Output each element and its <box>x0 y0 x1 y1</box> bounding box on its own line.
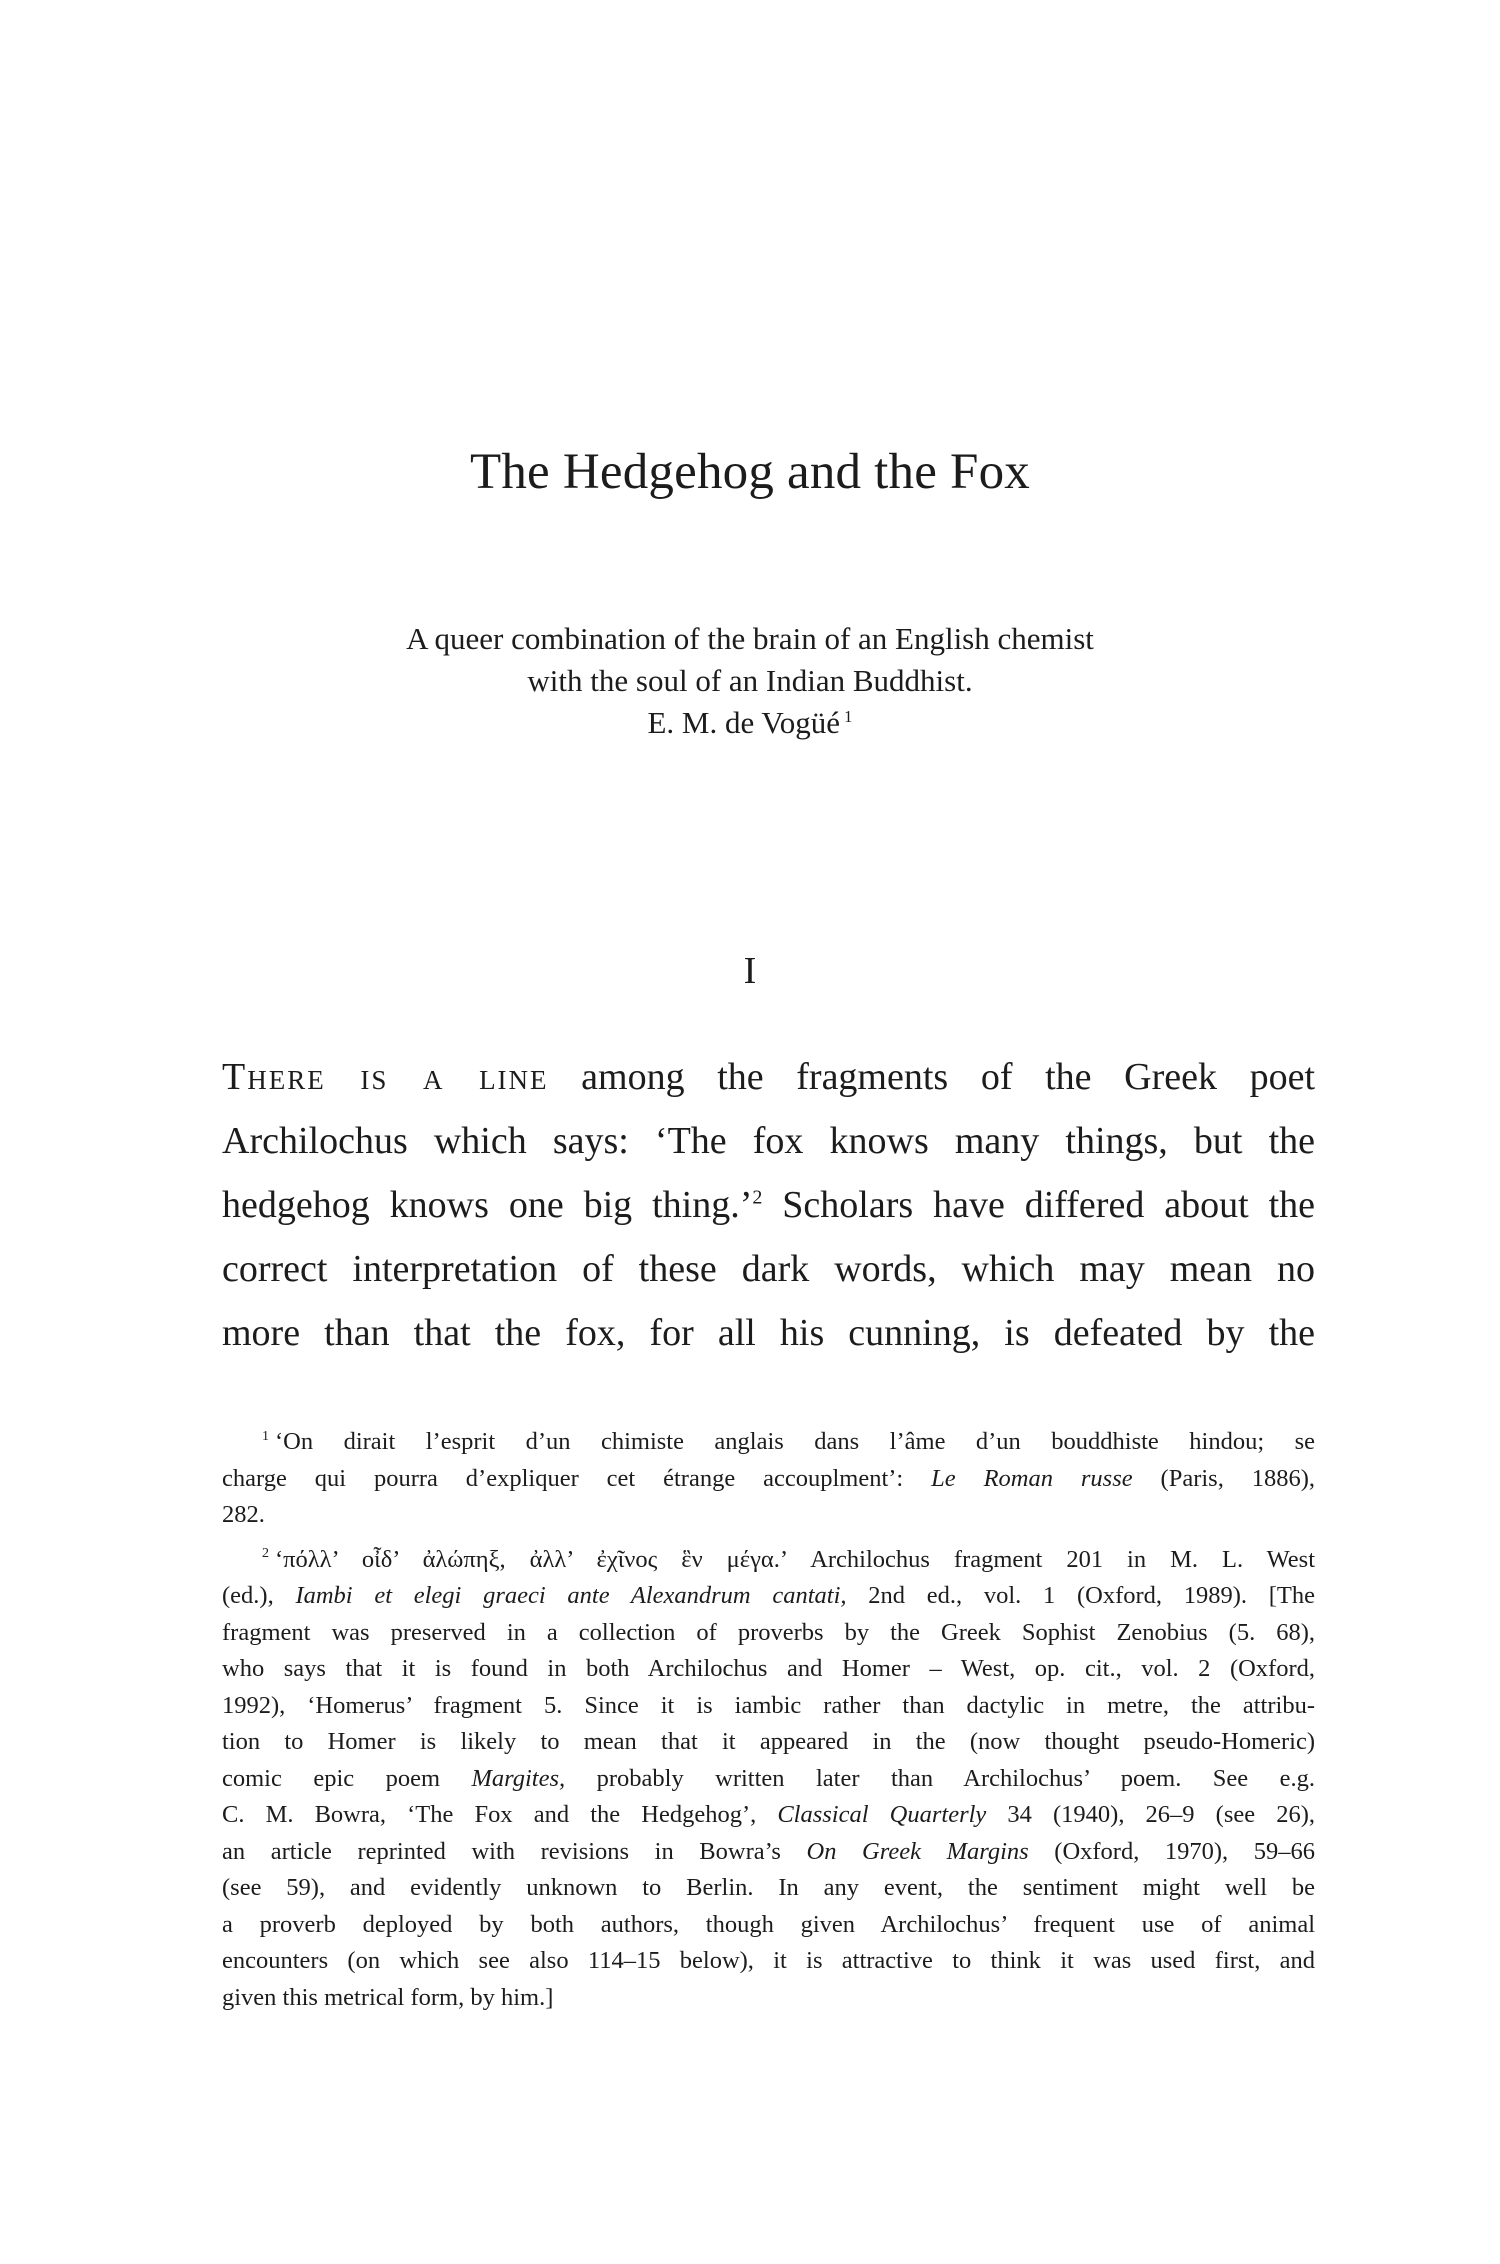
footnote-line: who says that it is found in both Archilochus and Homer – West, op. cit., vol. 2 (Oxford, <box>222 1655 1315 1682</box>
footnote-span: comic epic poem <box>222 1764 441 1792</box>
footnote-span: an article reprinted with revisions in Bowra’s <box>222 1837 781 1865</box>
footnotes <box>222 1424 1315 2016</box>
footnote-line: 1992), ‘Homerus’ fragment 5. Since it is iambic rather than dactylic in metre, the attribu- <box>222 1691 1315 1719</box>
section-number: I <box>743 950 757 992</box>
body-text <box>222 1045 1315 1365</box>
footnote-line: tion to Homer is likely to mean that it appeared in the (now thought pseudo-Homeric) <box>222 1728 1315 1755</box>
footnote-title: Margites, <box>471 1764 566 1792</box>
footnote-line <box>222 1834 1315 1871</box>
footnote-line <box>222 1542 1315 1579</box>
body-span: Scholars have differed about the <box>782 1184 1316 1226</box>
footnote-span: charge qui pourra d’expliquer cet étrange accouplment’: <box>222 1464 904 1492</box>
epigraph-line: A queer combination of the brain of an English chemist <box>406 621 1094 656</box>
footnote-span: (ed.), <box>222 1582 274 1609</box>
footnote-span: Archilochus fragment 201 in M. L. West <box>810 1545 1315 1573</box>
footnote-span: 34 (1940), 26–9 (see 26), <box>1007 1801 1315 1828</box>
footnote-number: 1 <box>262 1428 269 1444</box>
body-line <box>222 1045 1315 1109</box>
footnote-span: (Oxford, 1970), 59–66 <box>1054 1837 1316 1865</box>
footnote-line: 282. <box>222 1501 265 1528</box>
footnote-span: C. M. Bowra, ‘The Fox and the Hedgehog’, <box>222 1801 757 1828</box>
footnote-ref-1: 1 <box>844 706 853 726</box>
body-line <box>222 1173 1315 1237</box>
chapter-title: The Hedgehog and the Fox <box>470 444 1030 500</box>
footnote-span: 2nd ed., vol. 1 (Oxford, 1989). [The <box>868 1582 1316 1609</box>
body-line: Archilochus which says: ‘The fox knows many things, but the <box>222 1120 1315 1162</box>
footnote-line: (see 59), and evidently unknown to Berlin. In any event, the sentiment might well be <box>222 1874 1315 1901</box>
footnote-ref-2: 2 <box>752 1186 763 1209</box>
body-span: hedgehog knows one big thing.’ <box>222 1184 753 1226</box>
epigraph-line: with the soul of an Indian Buddhist. <box>527 663 973 698</box>
footnote-line <box>222 1424 1315 1461</box>
footnote-span: ‘On dirait l’esprit d’un chimiste anglais dans l’âme d’un bouddhiste hindou; se <box>275 1428 1315 1455</box>
epigraph <box>0 618 1500 744</box>
footnote-line <box>222 1797 1315 1834</box>
body-line: correct interpretation of these dark words, which may mean no <box>222 1248 1315 1290</box>
attribution-name: E. M. de Vogüé <box>647 705 841 740</box>
footnote-title: On Greek Margins <box>806 1837 1029 1865</box>
footnote-line <box>222 1761 1315 1798</box>
footnote-title: Le Roman russe <box>931 1464 1133 1492</box>
footnote-title: Classical Quarterly <box>777 1801 987 1828</box>
greek-quote: ‘πόλλ’ οἶδ’ ἀλώπηξ, ἀλλ’ ἐχῖνος ἓν μέγα.’ <box>275 1545 787 1573</box>
footnote-line: fragment was preserved in a collection of proverbs by the Greek Sophist Zenobius (5. 68), <box>222 1618 1315 1646</box>
footnote-line: a proverb deployed by both authors, though given Archilochus’ frequent use of animal <box>222 1910 1315 1938</box>
footnote-line: encounters (on which see also 114–15 below), it is attractive to think it was used first, and <box>222 1947 1315 1974</box>
footnote-line: given this metrical form, by him.] <box>222 1983 554 2011</box>
footnote-title: Iambi et elegi graeci ante Alexandrum cantati, <box>295 1582 847 1609</box>
body-span: among the fragments of the Greek poet <box>581 1056 1316 1098</box>
body-line: more than that the fox, for all his cunning, is defeated by the <box>222 1312 1315 1354</box>
footnote-line <box>222 1461 1315 1498</box>
footnote-span: probably written later than Archilochus’ poem. See e.g. <box>596 1764 1316 1792</box>
footnote-line <box>222 1578 1315 1615</box>
epigraph-attribution <box>0 702 1500 744</box>
footnote-span: (Paris, 1886), <box>1160 1464 1316 1492</box>
opening-smallcaps: There is a line <box>222 1056 549 1098</box>
footnote-number: 2 <box>262 1546 269 1562</box>
